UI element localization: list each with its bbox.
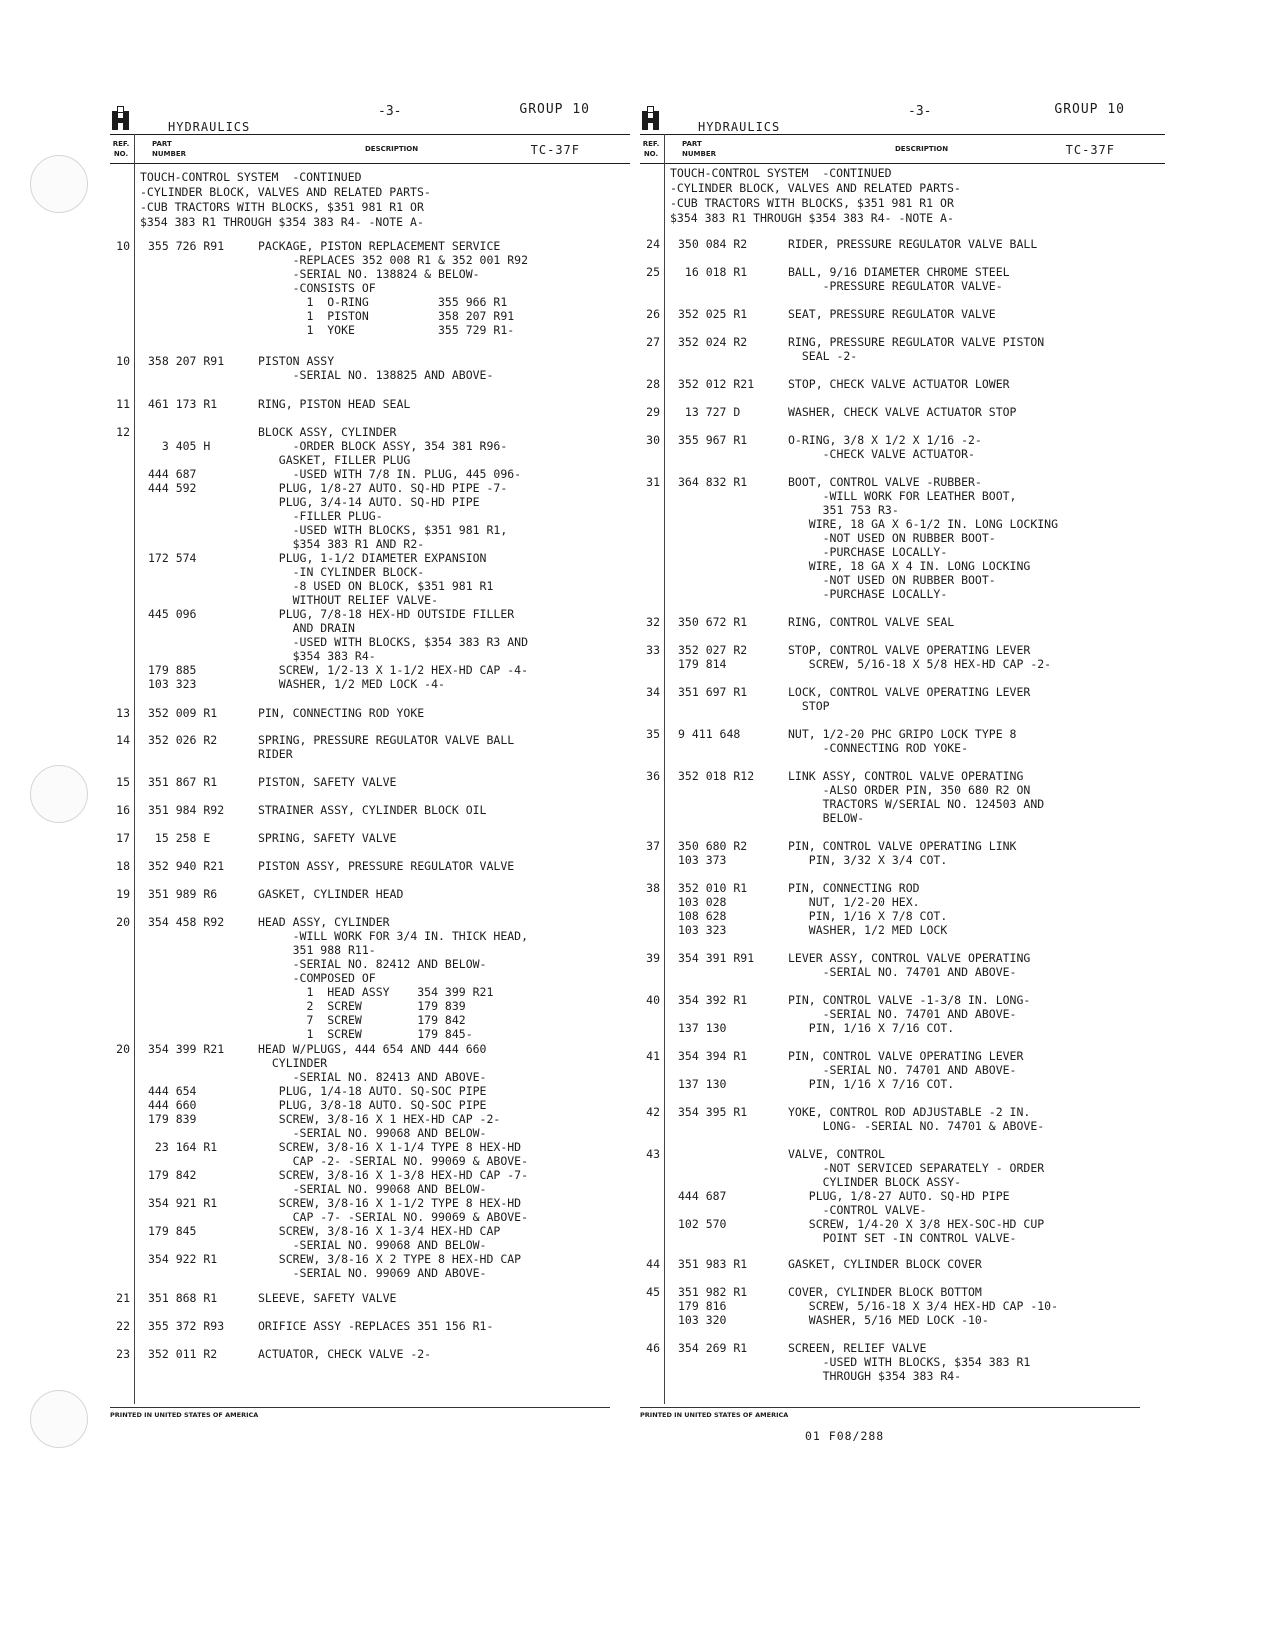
part-description: LINK ASSY, CONTROL VALVE OPERATING -ALSO ORDER PIN, 350 680 R2 ON TRACTORS W/SERIAL NO. 124503 AND BELOW- — [788, 769, 1045, 825]
ref-number: 12 — [116, 425, 130, 439]
part-description: HEAD ASSY, CYLINDER -WILL WORK FOR 3/4 IN. THICK HEAD, 351 988 R11- -SERIAL NO. 82412 AND BELOW- -COMPOSED OF 1 HEAD ASSY 354 399 R21 2 SCREW 179 839 7 SCREW 179 842 1 SCREW 179 845- — [258, 915, 529, 1041]
part-description: GASKET, CYLINDER HEAD — [258, 887, 404, 901]
ref-number: 25 — [646, 265, 660, 279]
part-number: 355 372 R93 — [148, 1319, 225, 1333]
ref-number: 27 — [646, 335, 660, 349]
column-divider — [134, 134, 135, 1404]
col-part-number: PART NUMBER — [152, 140, 187, 158]
section-intro: TOUCH-CONTROL SYSTEM -CONTINUED -CYLINDER BLOCK, VALVES AND RELATED PARTS- -CUB TRACTORS WITH BLOCKS, $351 981 R1 OR $354 383 R1 THROUGH $354 383 R4- -NOTE A- — [140, 170, 431, 229]
ref-number: 36 — [646, 769, 660, 783]
part-number: 350 680 R2 103 373 — [678, 839, 748, 867]
page-header — [640, 92, 1165, 134]
part-description: PIN, CONTROL VALVE -1-3/8 IN. LONG- -SERIAL NO. 74701 AND ABOVE- PIN, 1/16 X 7/16 COT. — [788, 993, 1031, 1035]
part-description: STOP, CONTROL VALVE OPERATING LEVER SCREW, 5/16-18 X 5/8 HEX-HD CAP -2- — [788, 643, 1052, 671]
ref-number: 32 — [646, 615, 660, 629]
part-description: NUT, 1/2-20 PHC GRIPO LOCK TYPE 8 -CONNECTING ROD YOKE- — [788, 727, 1017, 755]
part-description: BLOCK ASSY, CYLINDER -ORDER BLOCK ASSY, 354 381 R96- GASKET, FILLER PLUG -USED WITH 7/8 IN. PLUG, 445 096- PLUG, 1/8-27 AUTO. SQ-HD PIPE -7- PLUG, 3/4-14 AUTO. SQ-HD PIPE -FILLER PLUG- -USED WITH BLOCKS, $351 981 R1, $354 383 R1 AND R2- PLUG, 1-1/2 DIAMETER EXPANSION -IN CYLINDER BLOCK- -8 USED ON BLOCK, $351 981 R1 WITHOUT RELIEF VALVE- PLUG, 7/8-18 HEX-HD OUTSIDE FILLER AND DRAIN -USED WITH BLOCKS, $354 383 R3 AND $354 383 R4- SCREW, 1/2-13 X 1-1/2 HEX-HD CAP -4- WASHER, 1/2 MED LOCK -4- — [258, 425, 529, 691]
part-description: LOCK, CONTROL VALVE OPERATING LEVER STOP — [788, 685, 1031, 713]
ref-number: 31 — [646, 475, 660, 489]
part-number: 13 727 D — [678, 405, 741, 419]
part-number: 355 967 R1 — [678, 433, 748, 447]
ref-number: 16 — [116, 803, 130, 817]
ref-number: 29 — [646, 405, 660, 419]
part-number: 444 687 102 570 — [678, 1189, 727, 1231]
part-description: RING, CONTROL VALVE SEAL — [788, 615, 955, 629]
part-number: 9 411 648 — [678, 727, 741, 741]
part-number: 351 697 R1 — [678, 685, 748, 699]
right-page — [640, 92, 1165, 1487]
column-header — [110, 134, 630, 164]
part-number: 461 173 R1 — [148, 397, 218, 411]
section-intro: TOUCH-CONTROL SYSTEM -CONTINUED -CYLINDER BLOCK, VALVES AND RELATED PARTS- -CUB TRACTORS WITH BLOCKS, $351 981 R1 OR $354 383 R1 THROUGH $354 383 R4- -NOTE A- — [670, 166, 961, 225]
part-description: PIN, CONTROL VALVE OPERATING LINK PIN, 3/32 X 3/4 COT. — [788, 839, 1017, 867]
part-description: PACKAGE, PISTON REPLACEMENT SERVICE -REPLACES 352 008 R1 & 352 001 R92 -SERIAL NO. 138824 & BELOW- -CONSISTS OF 1 O-RING 355 966 R1 1 PISTON 358 207 R91 1 YOKE 355 729 R1- — [258, 239, 529, 337]
ref-number: 22 — [116, 1319, 130, 1333]
section-title: HYDRAULICS — [698, 120, 781, 134]
printed-notice: PRINTED IN UNITED STATES OF AMERICA — [110, 1407, 610, 1419]
part-description: SLEEVE, SAFETY VALVE — [258, 1291, 397, 1305]
part-number: 364 832 R1 — [678, 475, 748, 489]
group-label: GROUP 10 — [519, 102, 590, 117]
document-id: 01 F08/288 — [805, 1429, 885, 1443]
ref-number: 40 — [646, 993, 660, 1007]
catalog-code: TC-37F — [1065, 143, 1115, 157]
part-description: ACTUATOR, CHECK VALVE -2- — [258, 1347, 432, 1361]
part-description: SEAT, PRESSURE REGULATOR VALVE — [788, 307, 996, 321]
catalog-code: TC-37F — [530, 143, 580, 157]
part-description: SPRING, PRESSURE REGULATOR VALVE BALL RIDER — [258, 733, 515, 761]
part-description: PISTON ASSY, PRESSURE REGULATOR VALVE — [258, 859, 515, 873]
part-description: O-RING, 3/8 X 1/2 X 1/16 -2- -CHECK VALVE ACTUATOR- — [788, 433, 982, 461]
part-number: 351 868 R1 — [148, 1291, 218, 1305]
group-label: GROUP 10 — [1054, 102, 1125, 117]
part-description: LEVER ASSY, CONTROL VALVE OPERATING -SERIAL NO. 74701 AND ABOVE- — [788, 951, 1031, 979]
ref-number: 33 — [646, 643, 660, 657]
ref-number: 20 — [116, 1042, 130, 1056]
col-part-number: PART NUMBER — [682, 140, 717, 158]
ref-number: 26 — [646, 307, 660, 321]
ref-number: 24 — [646, 237, 660, 251]
col-ref-no: REF. NO. — [112, 140, 130, 158]
column-divider — [664, 134, 665, 1404]
ref-number: 43 — [646, 1147, 660, 1161]
part-description: PISTON ASSY -SERIAL NO. 138825 AND ABOVE- — [258, 354, 494, 382]
part-number: 355 726 R91 — [148, 239, 225, 253]
part-number: 15 258 E — [148, 831, 211, 845]
ref-number: 19 — [116, 887, 130, 901]
ref-number: 10 — [116, 354, 130, 368]
ref-number: 10 — [116, 239, 130, 253]
ref-number: 11 — [116, 397, 130, 411]
page-number: -3- — [908, 104, 932, 119]
ref-number: 13 — [116, 706, 130, 720]
part-number: 351 983 R1 — [678, 1257, 748, 1271]
part-description: COVER, CYLINDER BLOCK BOTTOM SCREW, 5/16-18 X 3/4 HEX-HD CAP -10- WASHER, 5/16 MED LOCK -10- — [788, 1285, 1059, 1327]
part-number: 354 394 R1 137 130 — [678, 1049, 748, 1091]
ih-logo-icon — [642, 106, 659, 130]
ref-number: 21 — [116, 1291, 130, 1305]
part-description: PIN, CONTROL VALVE OPERATING LEVER -SERIAL NO. 74701 AND ABOVE- PIN, 1/16 X 7/16 COT. — [788, 1049, 1024, 1091]
ref-number: 37 — [646, 839, 660, 853]
col-ref-no: REF. NO. — [642, 140, 660, 158]
part-number: 16 018 R1 — [678, 265, 748, 279]
ref-number: 38 — [646, 881, 660, 895]
part-description: RING, PISTON HEAD SEAL — [258, 397, 411, 411]
page-number: -3- — [378, 104, 402, 119]
part-description: WASHER, CHECK VALVE ACTUATOR STOP — [788, 405, 1017, 419]
ref-number: 45 — [646, 1285, 660, 1299]
part-number: 351 867 R1 — [148, 775, 218, 789]
ref-number: 44 — [646, 1257, 660, 1271]
left-page — [110, 92, 630, 1487]
part-number: 350 084 R2 — [678, 237, 748, 251]
punch-hole-top — [30, 155, 88, 213]
part-number: 354 399 R21 444 654 444 660 179 839 23 164 R1 179 842 354 921 R1 179 845 354 922 R1 — [148, 1042, 225, 1266]
part-description: PIN, CONNECTING ROD YOKE — [258, 706, 425, 720]
part-number: 352 027 R2 179 814 — [678, 643, 748, 671]
part-number: 352 011 R2 — [148, 1347, 218, 1361]
part-number: 352 024 R2 — [678, 335, 748, 349]
column-header — [640, 134, 1165, 164]
ih-logo-icon — [112, 106, 129, 130]
part-number: 351 982 R1 179 816 103 320 — [678, 1285, 748, 1327]
printed-notice: PRINTED IN UNITED STATES OF AMERICA — [640, 1407, 1140, 1419]
part-number: 358 207 R91 — [148, 354, 225, 368]
part-description: STOP, CHECK VALVE ACTUATOR LOWER — [788, 377, 1010, 391]
part-number: 354 269 R1 — [678, 1341, 748, 1355]
ref-number: 14 — [116, 733, 130, 747]
ref-number: 35 — [646, 727, 660, 741]
ref-number: 28 — [646, 377, 660, 391]
part-description: RIDER, PRESSURE REGULATOR VALVE BALL — [788, 237, 1038, 251]
ref-number: 15 — [116, 775, 130, 789]
part-description: VALVE, CONTROL -NOT SERVICED SEPARATELY - ORDER CYLINDER BLOCK ASSY- PLUG, 1/8-27 AUTO. SQ-HD PIPE -CONTROL VALVE- SCREW, 1/4-20 X 3/8 HEX-SOC-HD CUP POINT SET -IN CONTROL VALVE- — [788, 1147, 1045, 1245]
part-description: HEAD W/PLUGS, 444 654 AND 444 660 CYLINDER -SERIAL NO. 82413 AND ABOVE- PLUG, 1/4-18 AUTO. SQ-SOC PIPE PLUG, 3/8-18 AUTO. SQ-SOC PIPE SCREW, 3/8-16 X 1 HEX-HD CAP -2- -SERIAL NO. 99068 AND BELOW- SCREW, 3/8-16 X 1-1/4 TYPE 8 HEX-HD CAP -2- -SERIAL NO. 99069 & ABOVE- SCREW, 3/8-16 X 1-3/8 HEX-HD CAP -7- -SERIAL NO. 99068 AND BELOW- SCREW, 3/8-16 X 1-1/2 TYPE 8 HEX-HD CAP -7- -SERIAL NO. 99069 & ABOVE- SCREW, 3/8-16 X 1-3/4 HEX-HD CAP -SERIAL NO. 99068 AND BELOW- SCREW, 3/8-16 X 2 TYPE 8 HEX-HD CAP -SERIAL NO. 99069 AND ABOVE- — [258, 1042, 529, 1280]
col-description: DESCRIPTION — [365, 145, 419, 153]
part-description: STRAINER ASSY, CYLINDER BLOCK OIL — [258, 803, 487, 817]
part-number: 351 989 R6 — [148, 887, 218, 901]
part-number: 352 025 R1 — [678, 307, 748, 321]
ref-number: 20 — [116, 915, 130, 929]
part-description: RING, PRESSURE REGULATOR VALVE PISTON SEAL -2- — [788, 335, 1045, 363]
part-description: PIN, CONNECTING ROD NUT, 1/2-20 HEX. PIN, 1/16 X 7/8 COT. WASHER, 1/2 MED LOCK — [788, 881, 948, 937]
part-number: 352 026 R2 — [148, 733, 218, 747]
part-number: 354 392 R1 137 130 — [678, 993, 748, 1035]
part-number: 352 018 R12 — [678, 769, 755, 783]
part-number: 351 984 R92 — [148, 803, 225, 817]
part-number: 350 672 R1 — [678, 615, 748, 629]
part-number: 352 009 R1 — [148, 706, 218, 720]
part-description: ORIFICE ASSY -REPLACES 351 156 R1- — [258, 1319, 494, 1333]
part-description: YOKE, CONTROL ROD ADJUSTABLE -2 IN. LONG- -SERIAL NO. 74701 & ABOVE- — [788, 1105, 1045, 1133]
part-number: 3 405 H 444 687 444 592 172 574 445 096 179 885 103 323 — [148, 439, 211, 691]
ref-number: 34 — [646, 685, 660, 699]
part-description: BALL, 9/16 DIAMETER CHROME STEEL -PRESSURE REGULATOR VALVE- — [788, 265, 1010, 293]
col-description: DESCRIPTION — [895, 145, 949, 153]
ref-number: 18 — [116, 859, 130, 873]
punch-hole-bottom — [30, 1390, 88, 1448]
part-number: 352 010 R1 103 028 108 628 103 323 — [678, 881, 748, 937]
part-description: GASKET, CYLINDER BLOCK COVER — [788, 1257, 982, 1271]
ref-number: 42 — [646, 1105, 660, 1119]
section-title: HYDRAULICS — [168, 120, 251, 134]
part-description: PISTON, SAFETY VALVE — [258, 775, 397, 789]
ref-number: 46 — [646, 1341, 660, 1355]
part-description: BOOT, CONTROL VALVE -RUBBER- -WILL WORK FOR LEATHER BOOT, 351 753 R3- WIRE, 18 GA X 6-1/2 IN. LONG LOCKING -NOT USED ON RUBBER BOOT- -PURCHASE LOCALLY- WIRE, 18 GA X 4 IN. LONG LOCKING -NOT USED ON RUBBER BOOT- -PURCHASE LOCALLY- — [788, 475, 1059, 601]
punch-hole-middle — [30, 765, 88, 823]
ref-number: 23 — [116, 1347, 130, 1361]
ref-number: 41 — [646, 1049, 660, 1063]
ref-number: 39 — [646, 951, 660, 965]
part-description: SPRING, SAFETY VALVE — [258, 831, 397, 845]
part-description: SCREEN, RELIEF VALVE -USED WITH BLOCKS, $354 383 R1 THROUGH $354 383 R4- — [788, 1341, 1031, 1383]
part-number: 352 940 R21 — [148, 859, 225, 873]
ref-number: 17 — [116, 831, 130, 845]
part-number: 354 391 R91 — [678, 951, 755, 965]
page-header — [110, 92, 630, 134]
part-number: 354 395 R1 — [678, 1105, 748, 1119]
part-number: 352 012 R21 — [678, 377, 755, 391]
part-number: 354 458 R92 — [148, 915, 225, 929]
ref-number: 30 — [646, 433, 660, 447]
